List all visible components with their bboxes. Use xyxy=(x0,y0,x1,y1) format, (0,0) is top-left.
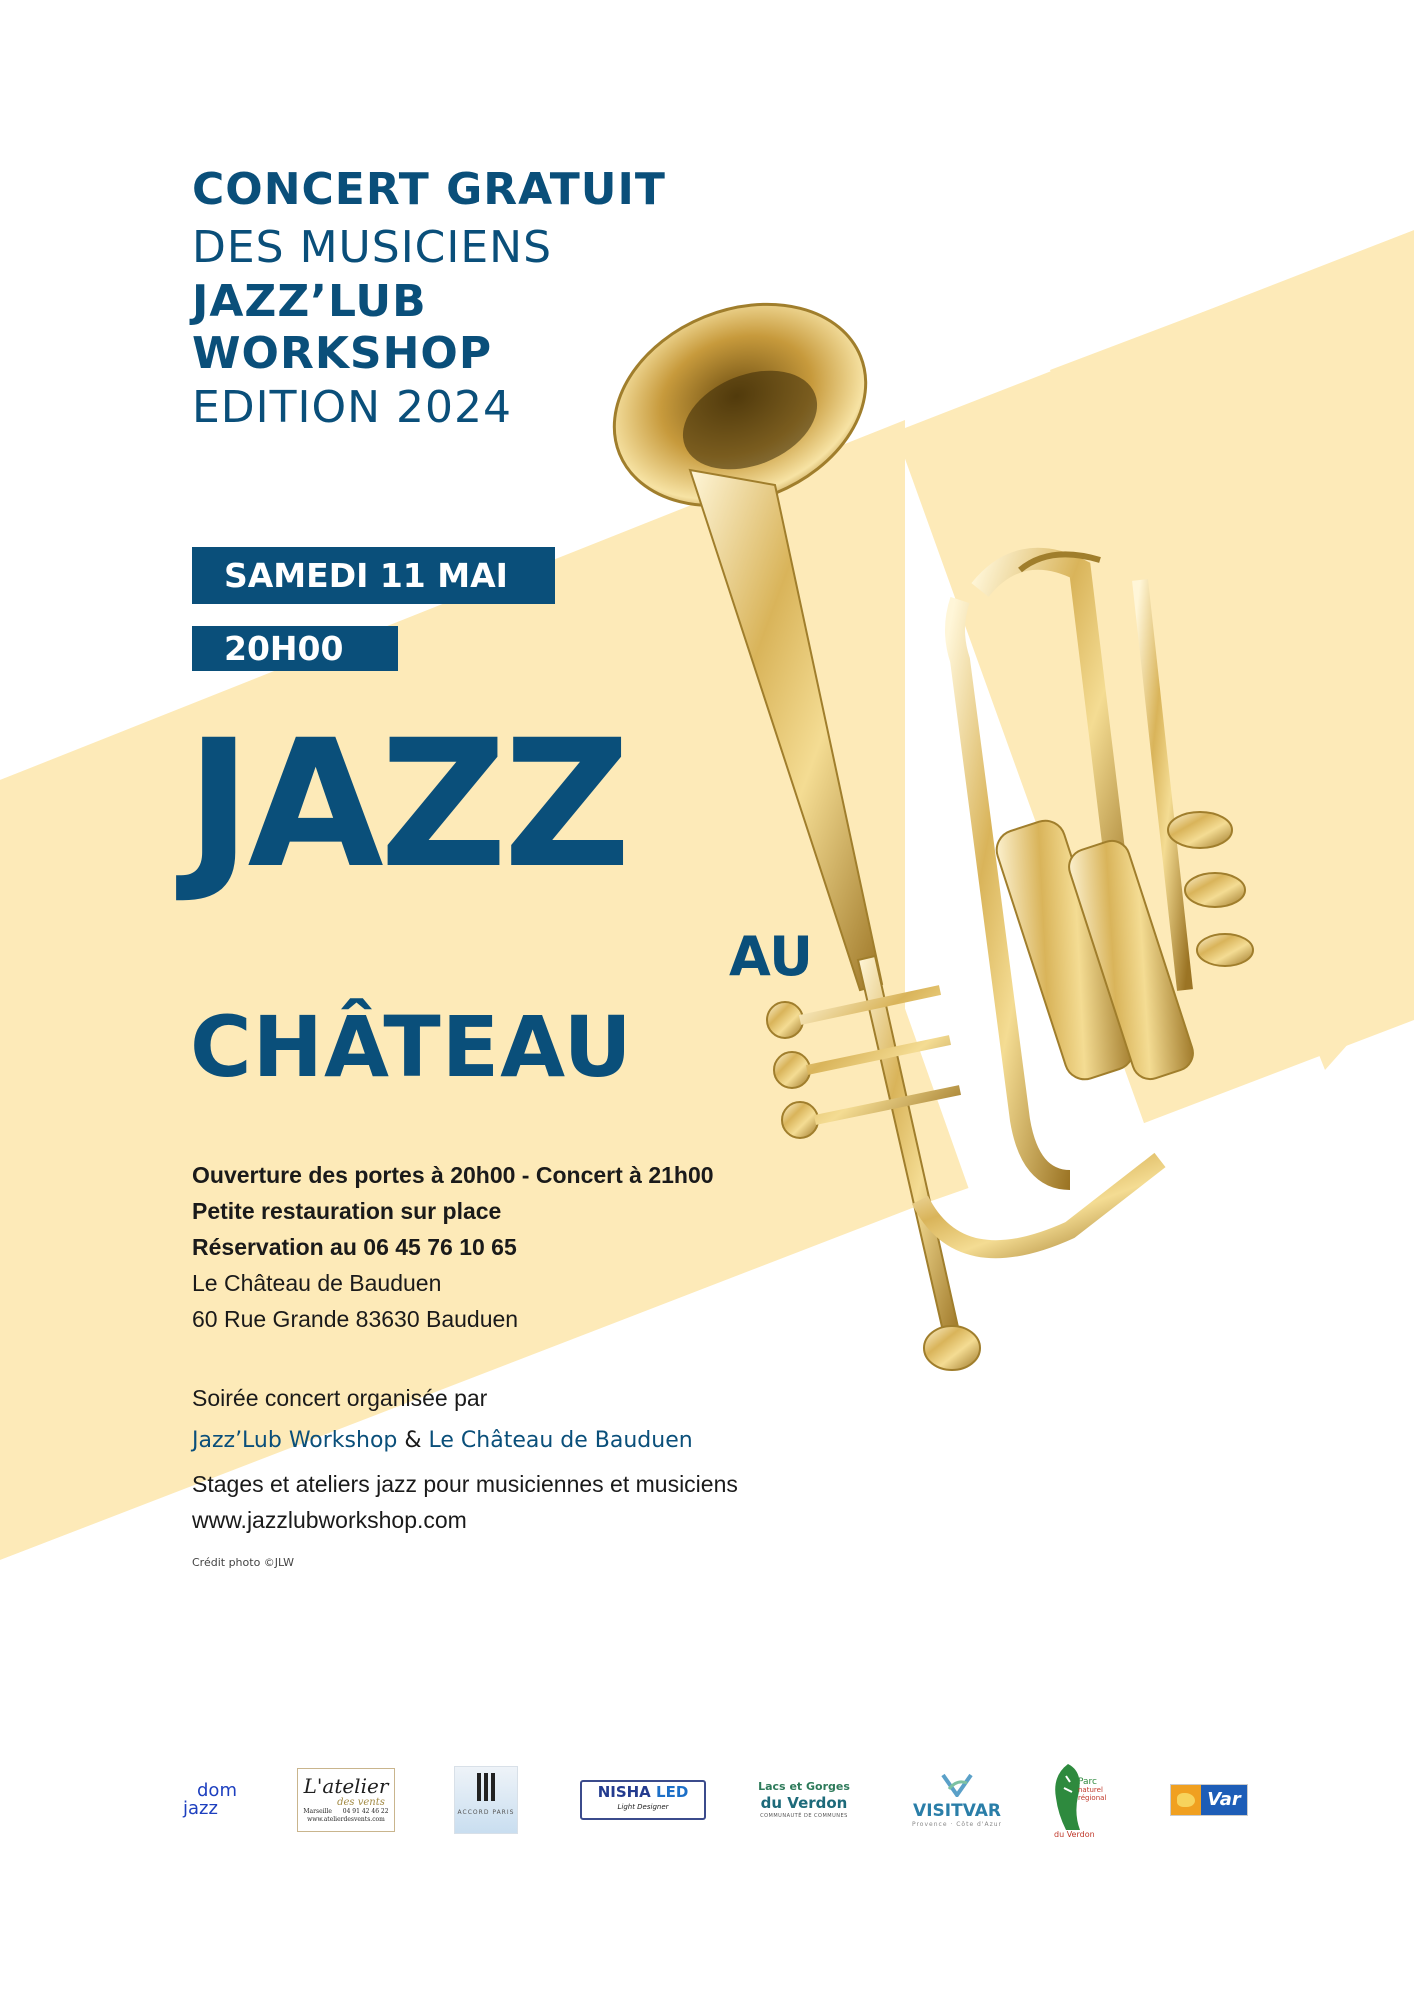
logo-nisha-led xyxy=(578,1755,708,1845)
info-venue: Le Château de Bauduen xyxy=(192,1270,442,1296)
header-des-musiciens: DES MUSICIENS xyxy=(192,222,553,273)
header-block xyxy=(192,164,666,458)
header-edition: EDITION 2024 xyxy=(192,382,513,433)
logo-lacs-line3: COMMUNAUTÉ DE COMMUNES xyxy=(760,1813,848,1819)
organiser-jazzlub: Jazz’Lub Workshop xyxy=(192,1428,398,1453)
logo-led-text: LED xyxy=(656,1783,689,1801)
logo-var-text: VAR xyxy=(962,1801,1001,1821)
logo-nisha-text: NISHA xyxy=(597,1783,651,1801)
sponsor-logos xyxy=(0,1755,1414,1845)
logo-atelier-des-vents xyxy=(296,1755,396,1845)
logo-var-label: Var xyxy=(1201,1785,1247,1815)
var-map-icon xyxy=(1171,1785,1201,1815)
logo-nisha-sub: Light Designer xyxy=(617,1803,669,1811)
logo-visit-var xyxy=(902,1755,1012,1845)
header-concert-gratuit: CONCERT GRATUIT xyxy=(192,164,666,215)
logo-parc-line2: naturel xyxy=(1078,1786,1103,1794)
logo-parc-line3: régional xyxy=(1078,1794,1107,1802)
logo-accord-text: ACCORD PARIS xyxy=(457,1809,515,1816)
title-chateau: CHÂTEAU xyxy=(190,998,633,1096)
organiser-chateau: Le Château de Bauduen xyxy=(428,1428,693,1453)
organisers-block xyxy=(192,1380,738,1538)
logo-atelier-url: www.atelierdesvents.com xyxy=(307,1816,385,1823)
header-jazzlub: JAZZ’LUB xyxy=(192,276,427,327)
logo-parc-verdon xyxy=(1046,1755,1120,1845)
logo-domjazz-top: dom xyxy=(197,1780,237,1801)
logo-accord-bar2 xyxy=(484,1773,488,1801)
organisers-website[interactable]: www.jazzlubworkshop.com xyxy=(192,1507,467,1533)
info-catering: Petite restauration sur place xyxy=(192,1198,502,1224)
logo-atelier-city: Marseille xyxy=(303,1808,332,1815)
header-workshop: WORKSHOP xyxy=(192,328,493,379)
title-au: AU xyxy=(729,925,813,988)
logo-lacs-gorges-verdon xyxy=(748,1755,860,1845)
logo-atelier-title: L'atelier xyxy=(303,1774,389,1798)
logo-accord-bar1 xyxy=(477,1773,481,1801)
logo-atelier-phone: 04 91 42 46 22 xyxy=(342,1808,389,1815)
photo-credit: Crédit photo ©JLW xyxy=(192,1556,295,1569)
info-reservation: Réservation au 06 45 76 10 65 xyxy=(192,1234,517,1260)
logo-accord-paris xyxy=(454,1755,518,1845)
logo-parc-line1: Parc xyxy=(1078,1777,1097,1787)
time-badge: 20H00 xyxy=(192,626,398,671)
logo-lacs-line1: Lacs et Gorges xyxy=(758,1780,850,1793)
event-info xyxy=(192,1157,714,1337)
logo-domjazz xyxy=(170,1755,250,1845)
logo-visitvar-sub: Provence · Côte d'Azur xyxy=(911,1821,1003,1828)
logo-visit-text: VISIT xyxy=(913,1801,963,1821)
visitvar-icon xyxy=(937,1771,977,1797)
logo-domjazz-bottom: jazz xyxy=(183,1798,218,1819)
organisers-names xyxy=(192,1416,738,1466)
date-badge: SAMEDI 11 MAI xyxy=(192,547,555,604)
logo-atelier-subtitle: des vents xyxy=(337,1797,385,1808)
organisers-intro: Soirée concert organisée par xyxy=(192,1385,488,1411)
title-jazz: JAZZ xyxy=(186,702,627,907)
logo-var xyxy=(1166,1755,1252,1845)
logo-accord-bar3 xyxy=(491,1773,495,1801)
organiser-ampersand: & xyxy=(404,1428,422,1453)
organisers-tagline: Stages et ateliers jazz pour musiciennes et musiciens xyxy=(192,1471,738,1497)
info-doors-concert: Ouverture des portes à 20h00 - Concert à 21h00 xyxy=(192,1162,714,1188)
info-address: 60 Rue Grande 83630 Bauduen xyxy=(192,1306,519,1332)
logo-parc-line4: du Verdon xyxy=(1054,1830,1095,1839)
logo-lacs-line2: du Verdon xyxy=(760,1794,848,1812)
